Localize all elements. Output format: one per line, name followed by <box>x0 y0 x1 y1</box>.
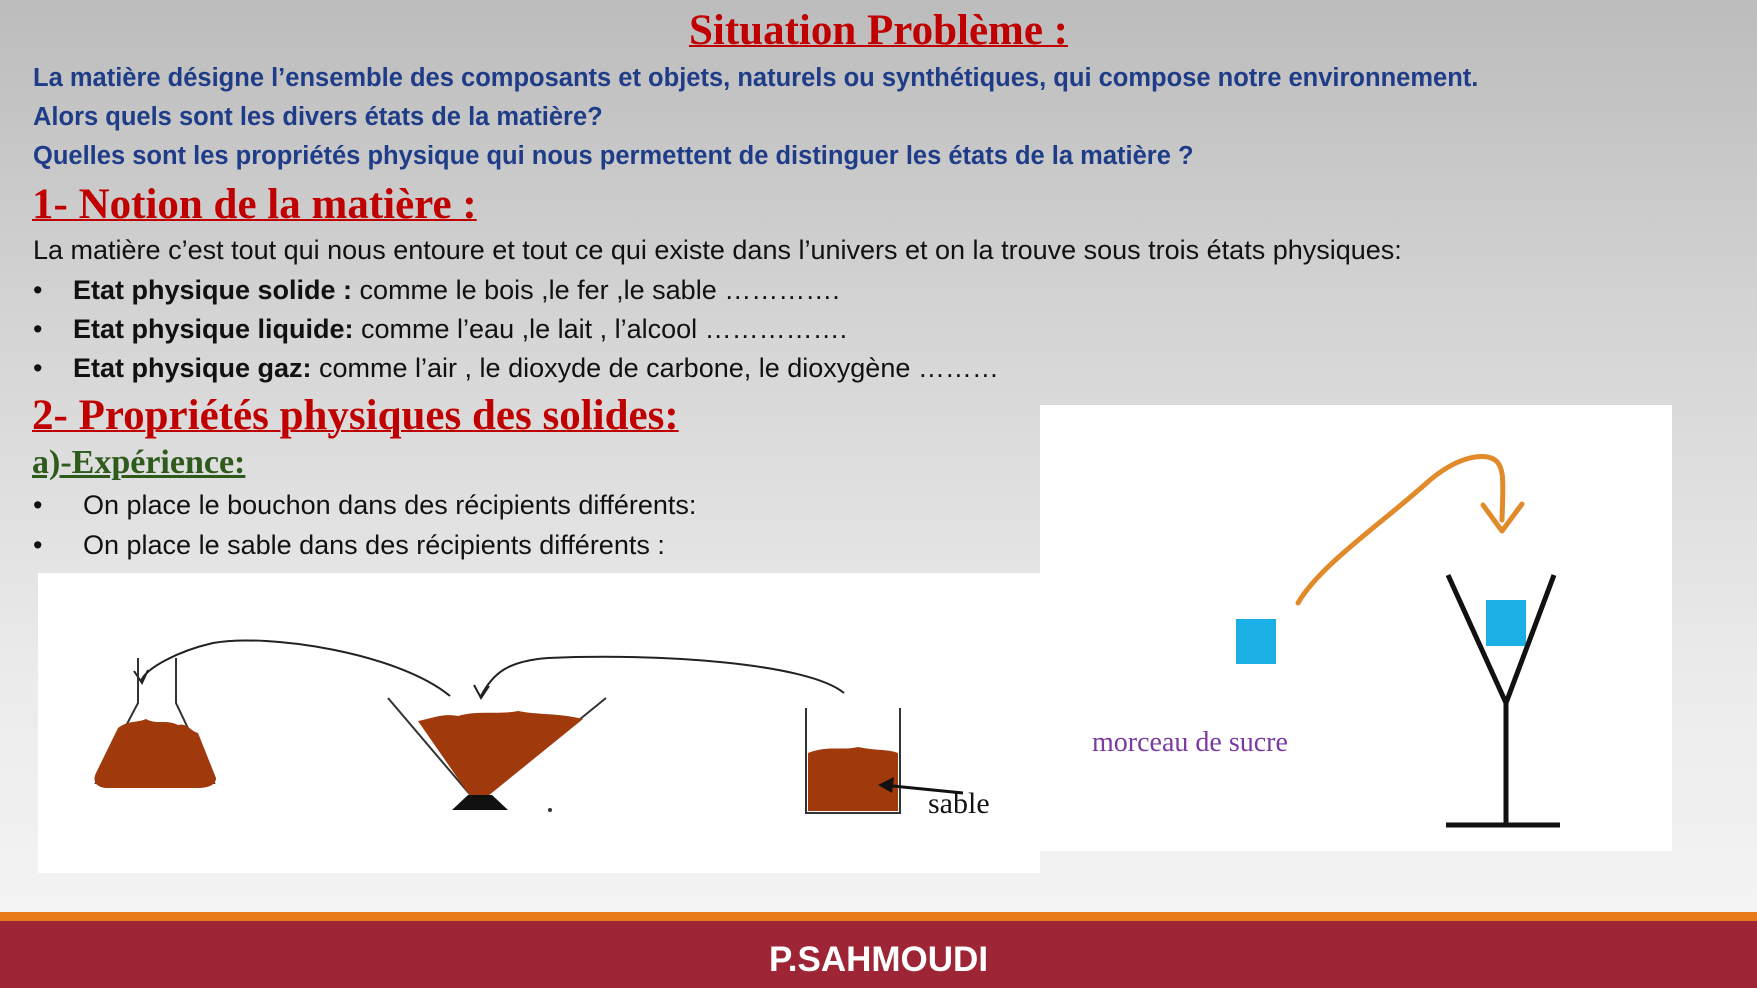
arrow-funnel-to-flask <box>481 657 844 696</box>
intro-line-3: Quelles sont les propriétés physique qui nous permettent de distinguer les états de la matière ? <box>33 142 1194 170</box>
bullet-liquid: • Etat physique liquide: comme l’eau ,le lait , l’alcool ……………. <box>33 314 848 344</box>
funnel-base <box>452 795 508 810</box>
bullet-gas-bold: Etat physique gaz: <box>73 353 312 383</box>
sand-in-funnel <box>418 711 583 796</box>
experience-bullet-2: • On place le sable dans des récipients différents : <box>33 530 665 560</box>
sable-label: sable <box>928 787 990 820</box>
experience-bullet-2-text: On place le sable dans des récipients différents : <box>83 530 665 560</box>
sugar-cube-left <box>1236 619 1276 664</box>
bullet-solid-rest: comme le bois ,le fer ,le sable …………. <box>352 275 840 305</box>
sugar-label: morceau de sucre <box>1092 727 1288 758</box>
container-beaker <box>95 658 217 788</box>
sugar-diagram <box>1040 405 1672 851</box>
sand-figure <box>38 573 1040 873</box>
bullet-liquid-bold: Etat physique liquide: <box>73 314 354 344</box>
sand-in-beaker <box>95 719 217 788</box>
sugar-figure <box>1040 405 1672 851</box>
container-square <box>806 708 990 820</box>
bullet-gas-rest: comme l’air , le dioxyde de carbone, le dioxygène ……… <box>311 353 999 383</box>
sand-in-square <box>808 747 898 811</box>
intro-line-1: La matière désigne l’ensemble des composants et objets, naturels ou synthétiques, qui compose notre environnement. <box>33 64 1479 92</box>
orange-arrow <box>1298 457 1503 603</box>
experience-bullet-1-text: On place le bouchon dans des récipients différents: <box>83 490 697 520</box>
section1-text: La matière c’est tout qui nous entoure et tout ce qui existe dans l’univers et on la trouve sous trois états physiques: <box>33 235 1402 265</box>
bullet-gas: • Etat physique gaz: comme l’air , le dioxyde de carbone, le dioxygène ……… <box>33 353 999 383</box>
arrow-beaker-to-funnel-head <box>134 670 148 683</box>
slide-title: Situation Problème : <box>688 7 1069 54</box>
footer-author: P.SAHMOUDI <box>768 940 989 979</box>
experience-bullet-1: • On place le bouchon dans des récipients différents: <box>33 490 697 520</box>
container-funnel <box>388 698 606 812</box>
intro-line-2: Alors quels sont les divers états de la matière? <box>33 103 603 131</box>
sand-diagram <box>38 573 1040 873</box>
section2-heading: 2- Propriétés physiques des solides: <box>32 392 679 439</box>
sugar-cube-in-glass <box>1486 600 1526 646</box>
experience-subheading: a)-Expérience: <box>32 444 246 481</box>
bullet-solid: • Etat physique solide : comme le bois ,le fer ,le sable …………. <box>33 275 840 305</box>
footer-stripe <box>0 912 1757 921</box>
section1-heading: 1- Notion de la matière : <box>32 181 477 228</box>
arrow-beaker-to-funnel <box>141 640 450 696</box>
bullet-solid-bold: Etat physique solide : <box>73 275 353 305</box>
bullet-liquid-rest: comme l’eau ,le lait , l’alcool ……………. <box>353 314 848 344</box>
